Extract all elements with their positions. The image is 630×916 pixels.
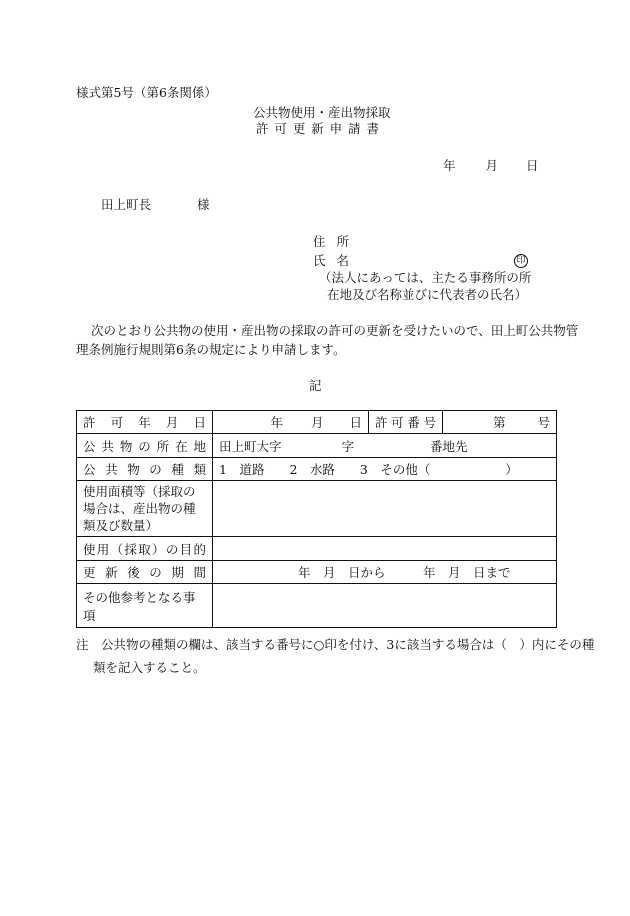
permit-number-field[interactable]: [443, 411, 557, 434]
addressee-honorific: 様: [197, 197, 210, 212]
table-row: [77, 584, 557, 628]
address-label-char: 所: [336, 234, 349, 249]
permit-number-suffix: 号: [537, 415, 550, 430]
seal-icon: 印: [514, 254, 528, 268]
date-month: 月: [485, 158, 499, 173]
note-line1: 注 公共物の種類の欄は、該当する番号に○印を付け、3に該当する場合は（ ）内にその種: [76, 637, 595, 652]
location-label: 公共物の所在地: [77, 434, 213, 458]
permit-number-label: 許可番号: [369, 411, 443, 434]
permit-date-month: 月: [310, 415, 324, 430]
body-line2: 理条例施行規則第6条の規定により申請します。: [76, 342, 346, 357]
addressee-name: 田上町長: [101, 197, 152, 212]
other-label: その他参考となる事項: [77, 584, 213, 628]
area-label: 使用面積等（採取の場合は、産出物の種類及び数量）: [77, 481, 213, 537]
title-line2: [256, 119, 379, 137]
table-row: [77, 434, 557, 458]
period-field[interactable]: 年 月 日から 年 月 日まで: [213, 561, 557, 584]
title-char: 許: [256, 121, 269, 136]
date-day: 日: [526, 158, 539, 173]
table-row: [77, 458, 557, 481]
location-field[interactable]: [213, 434, 557, 458]
applicant-note-line2: 在地及び名称並びに代表者の氏名）: [327, 287, 528, 302]
area-field[interactable]: [213, 481, 557, 537]
purpose-label: 使用（採取）の目的: [77, 537, 213, 561]
permit-date-year: 年: [270, 415, 283, 430]
name-label-char: 氏: [313, 253, 326, 268]
body-line1: 次のとおり公共物の使用・産出物の採取の許可の更新を受けたいので、田上町公共物管: [91, 323, 579, 338]
table-row: [77, 537, 557, 561]
title-line1: 公共物使用・産出物採取: [253, 105, 391, 120]
permit-date-field[interactable]: [213, 411, 369, 434]
address-label-char: 住: [313, 234, 326, 249]
form-number: 様式第5号（第6条関係）: [76, 85, 217, 100]
other-field[interactable]: [213, 584, 557, 628]
note-line2: 類を記入すること。: [93, 660, 206, 675]
location-banchi: 番地先: [430, 438, 468, 454]
title-char: 新: [311, 121, 324, 136]
table-row: [77, 561, 557, 584]
permit-number-prefix: 第: [492, 415, 506, 430]
location-town: 田上町大字: [219, 438, 282, 454]
type-label: 公共物の種類: [77, 458, 213, 481]
title-char: 更: [292, 121, 306, 136]
name-label-char: 名: [336, 253, 349, 268]
address-label: [313, 232, 349, 250]
title-char: 請: [348, 121, 361, 136]
permit-date-day: 日: [349, 415, 362, 430]
type-field[interactable]: 1 道路 2 水路 3 その他（ ）: [213, 458, 557, 481]
title-char: 可: [274, 121, 287, 136]
seal-mark: [514, 251, 528, 268]
purpose-field[interactable]: [213, 537, 557, 561]
title-char: 申: [329, 121, 343, 136]
permit-date-label: 許可年月日: [77, 411, 213, 434]
date-year: 年: [443, 158, 456, 173]
table-row: [77, 481, 557, 537]
application-date: [443, 156, 539, 174]
title-char: 書: [366, 121, 379, 136]
ki-heading: 記: [309, 378, 322, 393]
period-label: 更新後の期間: [77, 561, 213, 584]
location-aza: 字: [341, 438, 355, 454]
name-label: [313, 251, 349, 269]
applicant-note-line1: （法人にあっては、主たる事務所の所: [319, 270, 532, 285]
application-table: [76, 410, 557, 628]
addressee: [101, 195, 210, 213]
table-row: [77, 411, 557, 434]
